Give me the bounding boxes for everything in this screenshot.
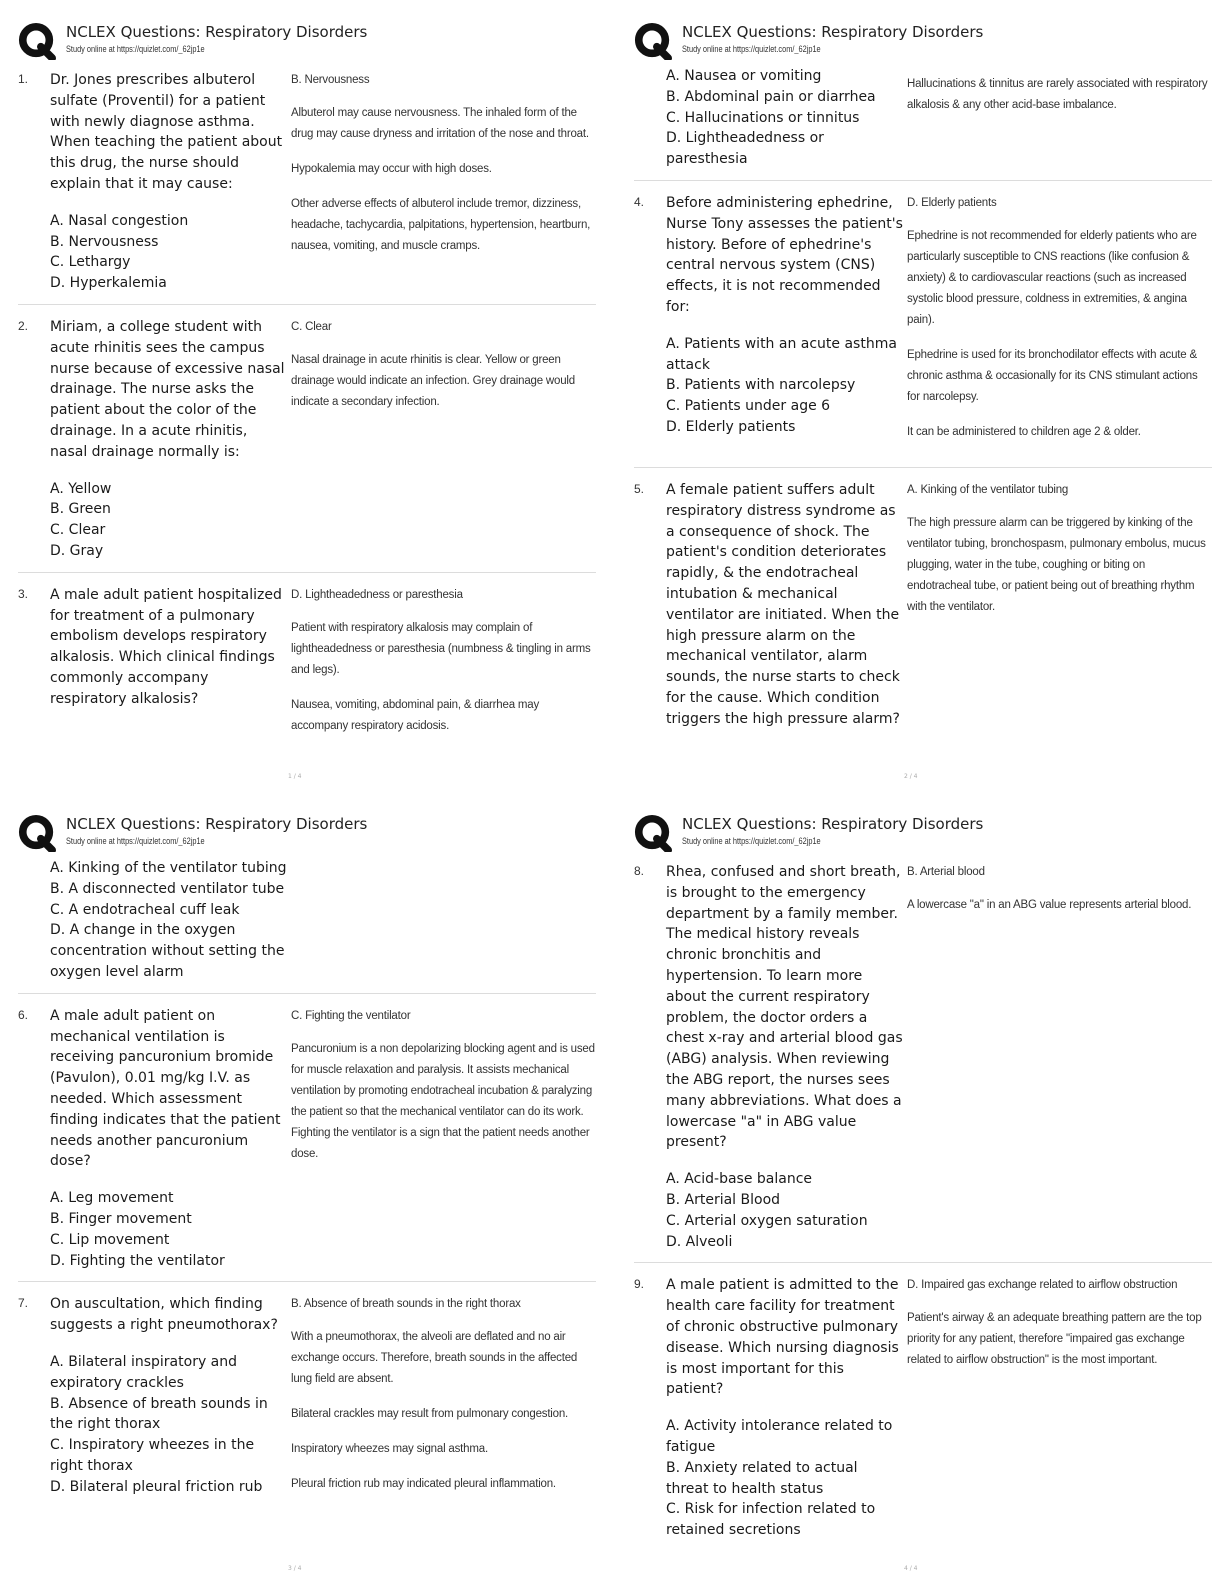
question-number: 7. bbox=[18, 1296, 29, 1311]
question-6 bbox=[18, 1002, 596, 1283]
question-text: Rhea, confused and short breath, is brought to the emergency department by a family member. The medical history reveals chronic bronchitis and hypertension. To learn more about the current respiratory problem, the doctor orders a chest x-ray and arterial blood gas (ABG) analysis. When reviewing the ABG report, the nurses sees many abbreviations. What does a lowercase "a" in ABG value present? bbox=[666, 864, 903, 1151]
page-number: 1 / 4 bbox=[288, 773, 302, 780]
question-2 bbox=[18, 313, 596, 573]
page-header bbox=[634, 18, 1212, 62]
page-subtitle: Study online at https://quizlet.com/_62jp1e bbox=[66, 44, 205, 54]
explanation: Hallucinations & tinnitus are rarely associated with respiratory alkalosis & any other acid-base imbalance. bbox=[907, 78, 1208, 111]
page-2 bbox=[634, 18, 1212, 788]
option-c: C. Arterial oxygen saturation bbox=[666, 1212, 868, 1229]
page-4 bbox=[634, 810, 1212, 1580]
page-title: NCLEX Questions: Respiratory Disorders bbox=[682, 815, 984, 833]
option-d: D. Fighting the ventilator bbox=[50, 1252, 225, 1269]
option-c: C. Inspiratory wheezes in the right thorax bbox=[50, 1437, 255, 1474]
explanation: Bilateral crackles may result from pulmonary congestion. bbox=[291, 1408, 569, 1421]
question-5-continued bbox=[18, 854, 596, 994]
question-number: 6. bbox=[18, 1007, 29, 1022]
option-d: D. Elderly patients bbox=[666, 418, 796, 435]
page-header bbox=[634, 810, 1212, 854]
option-a: A. Kinking of the ventilator tubing bbox=[50, 860, 287, 876]
option-a: A. Activity intolerance related to fatigue bbox=[666, 1418, 893, 1455]
question-text: A male adult patient hospitalized for treatment of a pulmonary embolism develops respiratory alkalosis. Which clinical findings commonly accompany respiratory alkalosis? bbox=[50, 586, 282, 707]
answer: D. Lightheadedness or paresthesia bbox=[291, 588, 463, 601]
option-b: B. Nervousness bbox=[50, 233, 159, 250]
question-number: 8. bbox=[634, 864, 645, 878]
question-text: On auscultation, which finding suggests a right pneumothorax? bbox=[50, 1296, 278, 1334]
option-a: A. Leg movement bbox=[50, 1190, 174, 1207]
page-subtitle: Study online at https://quizlet.com/_62jp1e bbox=[682, 44, 821, 54]
option-c: C. Hallucinations or tinnitus bbox=[666, 109, 860, 126]
page-subtitle: Study online at https://quizlet.com/_62jp1e bbox=[682, 836, 821, 846]
explanation: Patient with respiratory alkalosis may complain of lightheadedness or paresthesia (numbness & tingling in arms and legs). bbox=[291, 621, 591, 676]
answer: B. Absence of breath sounds in the right thorax bbox=[291, 1298, 521, 1311]
question-9 bbox=[634, 1271, 1212, 1551]
answer: C. Clear bbox=[291, 320, 332, 333]
answer: C. Fighting the ventilator bbox=[291, 1009, 411, 1022]
quizlet-logo-icon bbox=[18, 814, 56, 852]
answer: D. Impaired gas exchange related to airflow obstruction bbox=[907, 1279, 1178, 1292]
question-text: Dr. Jones prescribes albuterol sulfate (Proventil) for a patient with newly diagnose asthma. When teaching the patient about this drug, the nurse should explain that it may cause: bbox=[50, 72, 283, 192]
question-text: A male patient is admitted to the health care facility for treatment of chronic obstructive pulmonary disease. Which nursing diagnosis is most important for this patient? bbox=[666, 1277, 899, 1398]
option-b: B. Patients with narcolepsy bbox=[666, 377, 856, 394]
page-number: 3 / 4 bbox=[288, 1565, 302, 1572]
answer: D. Elderly patients bbox=[907, 196, 997, 209]
option-c: C. Lethargy bbox=[50, 254, 131, 271]
explanation: Nausea, vomiting, abdominal pain, & diarrhea may accompany respiratory acidosis. bbox=[291, 698, 540, 732]
explanation: Hypokalemia may occur with high doses. bbox=[291, 163, 492, 175]
option-d: D. A change in the oxygen concentration without setting the oxygen level alarm bbox=[50, 922, 285, 980]
question-5 bbox=[634, 476, 1212, 756]
option-b: B. Finger movement bbox=[50, 1210, 192, 1227]
answer: B. Nervousness bbox=[291, 74, 370, 86]
explanation: Pleural friction rub may indicated pleural inflammation. bbox=[291, 1478, 556, 1491]
answer: A. Kinking of the ventilator tubing bbox=[907, 483, 1069, 496]
question-number: 1. bbox=[18, 72, 29, 86]
page-title: NCLEX Questions: Respiratory Disorders bbox=[66, 815, 368, 833]
option-b: B. Abdominal pain or diarrhea bbox=[666, 88, 876, 105]
option-c: C. Patients under age 6 bbox=[666, 398, 831, 415]
question-text: A male adult patient on mechanical ventilation is receiving pancuronium bromide (Pavulon), 0.01 mg/kg I.V. as needed. Which assessment finding indicates that the patient needs another pancuronium dose? bbox=[50, 1007, 281, 1170]
question-number: 5. bbox=[634, 481, 645, 496]
question-4 bbox=[634, 189, 1212, 468]
question-number: 4. bbox=[634, 194, 645, 209]
option-c: C. Lip movement bbox=[50, 1231, 170, 1248]
option-a: A. Patients with an acute asthma attack bbox=[666, 335, 897, 373]
option-c: C. A endotracheal cuff leak bbox=[50, 901, 240, 918]
question-number: 9. bbox=[634, 1277, 645, 1292]
page-number: 2 / 4 bbox=[904, 773, 918, 780]
question-text: Before administering ephedrine, Nurse Tony assesses the patient's history. Before of ephedrine's central nervous system (CNS) effects, it is not recommended for: bbox=[666, 194, 903, 315]
option-d: D. Lightheadedness or paresthesia bbox=[666, 130, 824, 168]
question-3 bbox=[18, 581, 596, 761]
answer: B. Arterial blood bbox=[907, 866, 985, 878]
explanation: Albuterol may cause nervousness. The inhaled form of the drug may cause dryness and irritation of the nose and throat. bbox=[291, 107, 589, 140]
explanation: Ephedrine is not recommended for elderly patients who are particularly susceptible to CNS reactions (like confusion & anxiety) & to cardiovascular reactions (such as increased systolic blood pressure, coldness in extremities, & angina pain). bbox=[907, 229, 1197, 326]
option-b: B. Anxiety related to actual threat to health status bbox=[666, 1459, 858, 1497]
explanation: It can be administered to children age 2 & older. bbox=[907, 425, 1141, 438]
option-d: D. Bilateral pleural friction rub bbox=[50, 1478, 263, 1495]
page-header bbox=[18, 810, 596, 854]
question-1 bbox=[18, 66, 596, 305]
option-a: A. Nasal congestion bbox=[50, 212, 189, 229]
explanation: A lowercase "a" in an ABG value represents arterial blood. bbox=[907, 899, 1192, 911]
explanation: Nasal drainage in acute rhinitis is clear. Yellow or green drainage would indicate an infection. Grey drainage would indicate a secondary infection. bbox=[291, 353, 575, 408]
page-header bbox=[18, 18, 596, 62]
page-subtitle: Study online at https://quizlet.com/_62jp1e bbox=[66, 836, 205, 846]
page-title: NCLEX Questions: Respiratory Disorders bbox=[682, 23, 984, 41]
question-number: 3. bbox=[18, 586, 29, 601]
explanation: The high pressure alarm can be triggered by kinking of the ventilator tubing, bronchospasm, pulmonary embolus, mucus plugging, water in the tube, coughing or biting on endotracheal tube, or patient being out of breathing rhythm with the ventilator. bbox=[907, 516, 1206, 613]
page-3 bbox=[18, 810, 596, 1580]
explanation: Other adverse effects of albuterol include tremor, dizziness, headache, tachycardia, palpitations, hypertension, heartburn, nausea, vomiting, and muscle cramps. bbox=[291, 198, 591, 252]
quizlet-logo-icon bbox=[634, 22, 672, 60]
question-3-continued bbox=[634, 62, 1212, 181]
option-b: B. Absence of breath sounds in the right thorax bbox=[50, 1395, 268, 1433]
question-8 bbox=[634, 858, 1212, 1263]
question-7 bbox=[18, 1290, 596, 1519]
option-b: B. A disconnected ventilator tube bbox=[50, 880, 285, 897]
option-d: D. Alveoli bbox=[666, 1233, 733, 1250]
option-a: A. Bilateral inspiratory and expiratory crackles bbox=[50, 1353, 238, 1391]
explanation: Inspiratory wheezes may signal asthma. bbox=[291, 1443, 488, 1456]
explanation: Ephedrine is used for its bronchodilator effects with acute & chronic asthma & occasionally for its CNS stimulant actions for narcolepsy. bbox=[907, 348, 1198, 403]
option-a: A. Yellow bbox=[50, 480, 112, 497]
explanation: With a pneumothorax, the alveoli are deflated and no air exchange occurs. Therefore, breath sounds in the affected lung field are absent. bbox=[291, 1331, 578, 1386]
question-number: 2. bbox=[18, 318, 29, 333]
option-d: D. Gray bbox=[50, 542, 104, 559]
page-number: 4 / 4 bbox=[904, 1565, 918, 1572]
page-title: NCLEX Questions: Respiratory Disorders bbox=[66, 23, 368, 41]
option-c: C. Risk for infection related to retained secretions bbox=[666, 1501, 876, 1539]
option-b: B. Green bbox=[50, 501, 111, 518]
quizlet-logo-icon bbox=[634, 814, 672, 852]
option-a: A. Acid-base balance bbox=[666, 1171, 813, 1188]
option-b: B. Arterial Blood bbox=[666, 1191, 781, 1208]
page-1 bbox=[18, 18, 596, 788]
option-c: C. Clear bbox=[50, 522, 106, 539]
option-d: D. Hyperkalemia bbox=[50, 275, 167, 292]
question-text: Miriam, a college student with acute rhinitis sees the campus nurse because of excessive nasal drainage. The nurse asks the patient about the color of the drainage. In a acute rhinitis, nasal drainage normally is: bbox=[50, 318, 285, 460]
explanation: Patient's airway & an adequate breathing pattern are the top priority for any patient, therefore "impaired gas exchange related to airflow obstruction" is the most important. bbox=[907, 1312, 1202, 1367]
quizlet-logo-icon bbox=[18, 22, 56, 60]
explanation: Pancuronium is a non depolarizing blocking agent and is used for muscle relaxation and paralysis. It assists mechanical ventilation by promoting endotracheal incubation & paralyzing the patient so that the mechanical ventilator can do its work. Fighting the ventilator is a sign that the patient needs another dose. bbox=[291, 1042, 595, 1160]
option-a: A. Nausea or vomiting bbox=[666, 68, 822, 84]
question-text: A female patient suffers adult respiratory distress syndrome as a consequence of shock. The patient's condition deteriorates rapidly, & the endotracheal intubation & mechanical ventilator are initiated. When the high pressure alarm on the mechanical ventilator, alarm sounds, the nurse starts to check for the cause. Which condition triggers the high pressure alarm? bbox=[666, 481, 900, 727]
